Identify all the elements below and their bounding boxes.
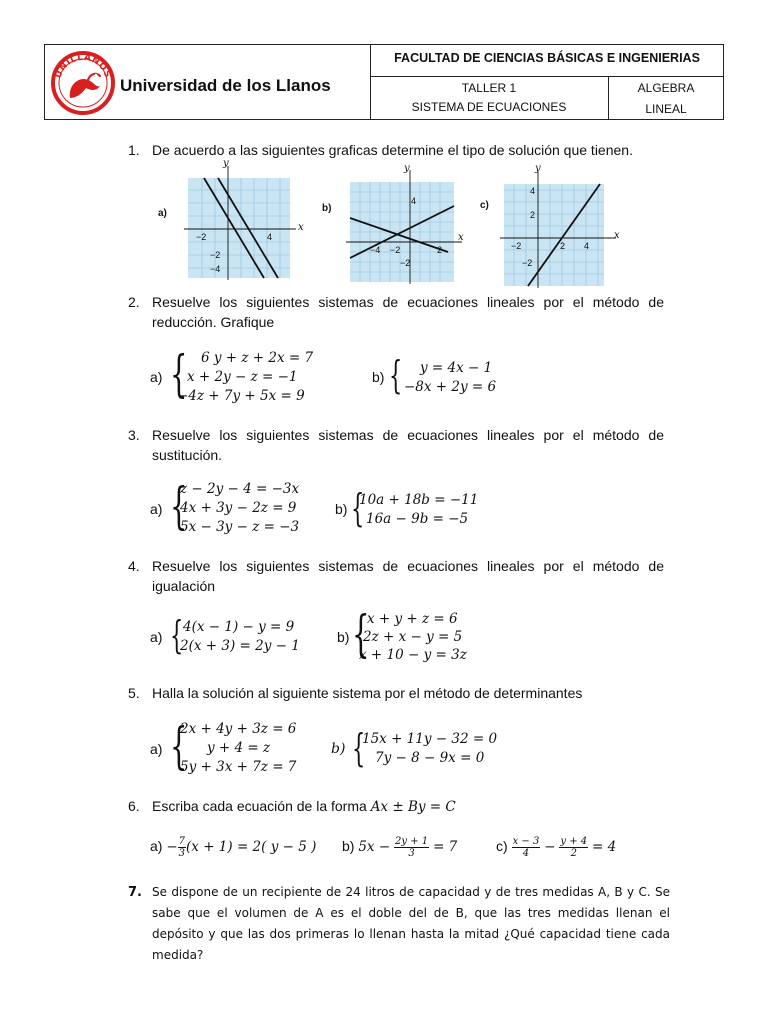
equation: = 7 — [433, 839, 458, 856]
graph-label: b) — [322, 203, 332, 214]
item-label: b) — [372, 369, 385, 385]
equation-form: Ax ± By = C — [370, 799, 456, 815]
question-text: Resuelve los siguientes sistemas de ecuaciones lineales por el método de sustitución. — [152, 427, 664, 463]
question-text: Escriba cada ecuación de la forma — [152, 798, 367, 814]
graph-a — [182, 160, 304, 282]
tick-label: −2 — [390, 245, 401, 255]
item-label: a) — [150, 629, 163, 645]
university-logo — [50, 50, 116, 116]
tick-label: 4 — [584, 241, 590, 251]
fraction: $\frac{7}{3}$ — [178, 836, 186, 859]
question-number: 3. — [128, 427, 140, 443]
item-label: a) — [150, 501, 163, 517]
equation: 16a − 9b = −5 — [366, 511, 469, 527]
tick-label: 2 — [437, 245, 443, 255]
university-name: Universidad de los Llanos — [120, 76, 331, 95]
equation: z − 2y − 4 = −3x — [180, 481, 300, 497]
header-divider — [370, 76, 724, 77]
equation: −8x + 2y = 6 — [404, 379, 497, 395]
topic-label: SISTEMA DE ECUACIONES — [411, 100, 567, 114]
axis-label: x — [298, 222, 304, 233]
equation: 2z + x − y = 5 — [363, 629, 463, 645]
tick-label: 4 — [267, 232, 273, 242]
equation: − — [166, 839, 178, 856]
faculty-title: FACULTAD DE CIENCIAS BÁSICAS E INGENIERIAS — [394, 51, 700, 65]
equation: 5x − 3y − z = −3 — [180, 519, 300, 535]
item-label: a) — [150, 369, 163, 385]
item-label: c) — [496, 838, 508, 855]
equation: 15x + 11y − 32 = 0 — [362, 731, 498, 747]
item-label: b) — [335, 501, 348, 517]
graph-label: a) — [158, 208, 167, 219]
subject-label: ALGEBRA — [637, 81, 695, 95]
equation: 4x + 3y − 2z = 9 — [180, 500, 297, 516]
axis-label: x — [614, 230, 620, 241]
tick-label: 4 — [530, 186, 536, 196]
tick-label: −2 — [210, 250, 221, 260]
fraction: $\frac{y + 4}{2}$ — [560, 836, 588, 859]
equation: 6 y + z + 2x = 7 — [201, 350, 314, 366]
equation: − — [544, 839, 556, 856]
tick-label: −2 — [196, 232, 207, 242]
equation: 2x + 4y + 3z = 6 — [180, 721, 297, 737]
item-label: b) — [337, 629, 350, 645]
question-number: 6. — [128, 798, 140, 814]
graph-b — [344, 166, 468, 286]
tick-label: −4 — [370, 245, 381, 255]
axis-label: y — [223, 158, 229, 169]
item-c — [496, 836, 616, 859]
item-label: a) — [150, 741, 163, 757]
tick-label: 2 — [530, 210, 536, 220]
equation: 7y − 8 − 9x = 0 — [375, 750, 485, 766]
question-number: 7. — [128, 885, 142, 900]
item-b — [342, 836, 457, 859]
tick-label: −2 — [522, 258, 533, 268]
tick-label: −2 — [400, 258, 411, 268]
logo-text: UNILLANOS — [53, 52, 113, 80]
question-text: Resuelve los siguientes sistemas de ecuaciones lineales por el método de igualación — [152, 558, 664, 594]
equation: y + 4 = z — [207, 740, 271, 756]
axis-label: y — [535, 163, 541, 174]
item-label: a) — [150, 838, 163, 855]
graph-label: c) — [480, 200, 489, 211]
equation: x + 10 − y = 3z — [359, 647, 467, 663]
equation: = 4 — [592, 839, 617, 856]
question-text: Resuelve los siguientes sistemas de ecuaciones lineales por el método de reducción. Grafique — [152, 294, 664, 330]
tick-label: −4 — [210, 264, 221, 274]
axis-label: y — [404, 163, 410, 174]
subject-label: LINEAL — [645, 102, 687, 116]
fraction: $\frac{2y + 1}{3}$ — [395, 836, 429, 859]
graph-c — [498, 166, 624, 290]
question-text: Se dispone de un recipiente de 24 litros de capacidad y de tres medidas A, B y C. Se sabe que el volumen de A es el doble del de B, que las tres medidas llenan el depósito y que las dos primeras lo llenan hasta la mitad ¿Qué capacidad tiene cada medida? — [152, 885, 670, 962]
equation: 2(x + 3) = 2y − 1 — [180, 638, 300, 654]
question-text: Halla la solución al siguiente sistema por el método de determinantes — [152, 685, 583, 701]
equation: y = 4x − 1 — [420, 360, 493, 376]
tick-label: 4 — [411, 196, 417, 206]
equation: (x + 1) = 2( y − 5 ) — [186, 839, 317, 856]
question-number: 4. — [128, 558, 140, 574]
equation: −4z + 7y + 5x = 9 — [177, 388, 305, 404]
equation: 4(x − 1) − y = 9 — [183, 619, 295, 635]
question-number: 5. — [128, 685, 140, 701]
equation: 5x − — [358, 839, 391, 856]
item-a — [150, 836, 316, 859]
workshop-label: TALLER 1 — [461, 81, 517, 95]
equation: x + y + z = 6 — [367, 611, 458, 627]
question-number: 2. — [128, 294, 140, 310]
equation: x + 2y − z = −1 — [187, 369, 298, 385]
item-label: b) — [342, 838, 355, 855]
equation: 5y + 3x + 7z = 7 — [180, 759, 297, 775]
question-number: 1. — [128, 142, 140, 158]
tick-label: −2 — [511, 241, 522, 251]
tick-label: 2 — [560, 241, 566, 251]
axis-label: x — [458, 232, 464, 243]
fraction: $\frac{x - 3}{4}$ — [512, 836, 540, 859]
question-text: De acuerdo a las siguientes graficas determine el tipo de solución que tienen. — [152, 142, 633, 158]
equation: 10a + 18b = −11 — [359, 492, 479, 508]
item-label: b) — [331, 741, 346, 757]
